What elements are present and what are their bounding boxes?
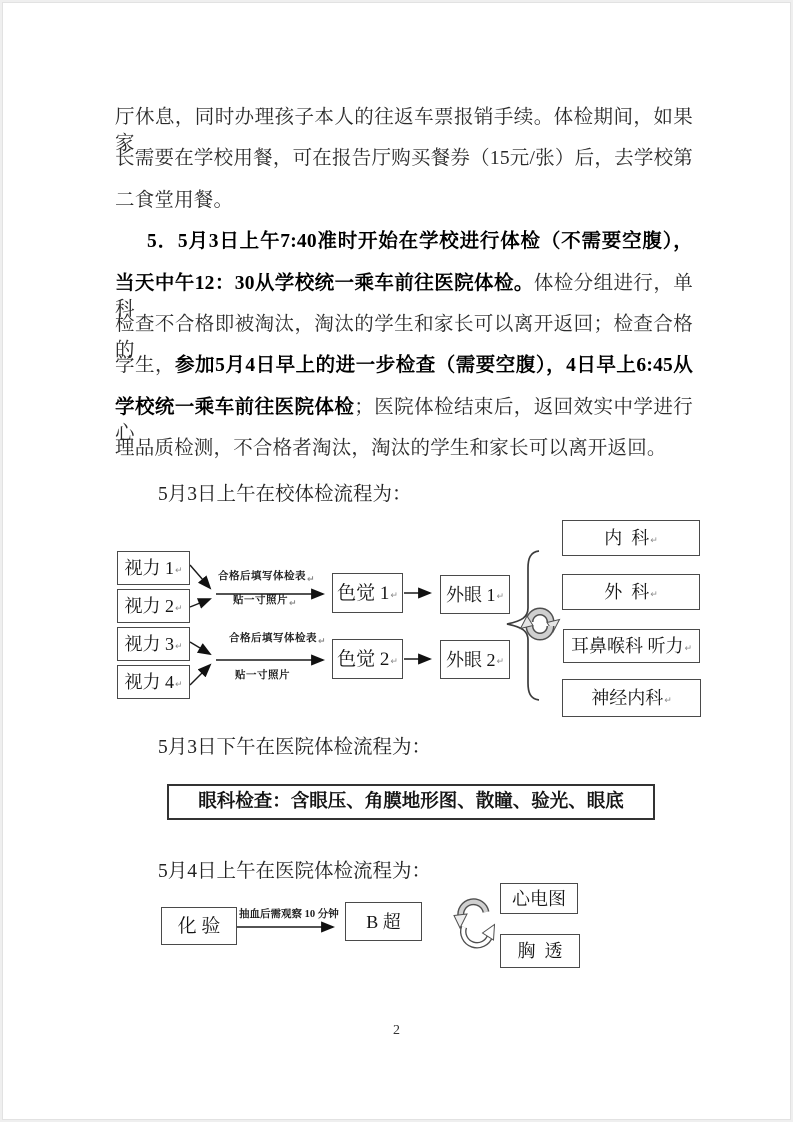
heading-school-morning: 5月3日上午在校体检流程为：: [158, 484, 412, 505]
box-label: 视力 2: [124, 596, 174, 616]
box-label: B 超: [366, 911, 401, 932]
body-line-4: [147, 229, 693, 255]
body-text-bold: 学校统一乘车前往医院体检: [115, 397, 355, 418]
box-label: 视力 4: [124, 672, 174, 692]
box-label: 眼科检查：含眼压、角膜地形图、散瞳、验光、眼底: [198, 791, 624, 812]
box-label: 胸 透: [517, 941, 563, 961]
left-brace-shape: [507, 551, 539, 700]
body-text: 理品质检测，不合格者淘汰，淘汰的学生和家长可以离开返回。: [115, 438, 667, 459]
box-label: 视力 1: [124, 558, 174, 578]
box-eye-exam: [167, 784, 655, 820]
body-text: 检查不合格即被淘汰，淘汰的学生和家长可以离开返回；检查合格的: [115, 314, 693, 361]
body-line-9: [115, 436, 693, 462]
box-color-test-2: [332, 639, 403, 679]
box-label: 外 科: [604, 582, 650, 602]
box-label: 外眼 1: [445, 584, 496, 605]
paragraph-mark: ↵: [307, 575, 316, 585]
note-text: 贴一寸照片: [233, 595, 288, 606]
box-internal-medicine: [562, 520, 700, 556]
body-line-7: [115, 353, 693, 379]
paragraph-mark: ↵: [174, 603, 183, 614]
box-ecg: [500, 883, 578, 914]
cycle-icon: [521, 612, 560, 637]
box-label: 视力 3: [124, 634, 174, 654]
body-text: 学生，: [115, 355, 176, 376]
box-vision-3: [117, 627, 190, 661]
box-ent-hearing: [563, 629, 700, 663]
note-text: 贴一寸照片: [235, 670, 290, 681]
box-label: 耳鼻喉科 听力: [570, 636, 684, 656]
box-b-ultrasound: [345, 902, 422, 941]
body-text: ；医院体检结束后，返回效实中学进行心: [115, 397, 694, 444]
note-fill-form-2: [229, 630, 326, 645]
box-label: 内 科: [604, 528, 650, 548]
page-number: 2: [393, 1023, 400, 1038]
note-photo-2: [235, 667, 290, 682]
box-lab-test: [161, 907, 237, 945]
box-surgery: [562, 574, 700, 610]
paragraph-mark: ↵: [390, 590, 398, 601]
box-label: 化 验: [177, 915, 221, 937]
paragraph-mark: ↵: [496, 657, 505, 667]
body-text-bold: 5．5月3日上午7:40准时开始在学校进行体检（不需要空腹），: [147, 231, 693, 252]
box-color-test-1: [332, 573, 403, 613]
paragraph-mark: ↵: [650, 589, 658, 600]
paragraph-mark: ↵: [174, 565, 183, 576]
body-text-bold: 参加5月4日早上的进一步检查（需要空腹），4日早上6:45从: [175, 355, 693, 376]
box-vision-4: [117, 665, 190, 699]
box-label: 色觉 1: [337, 582, 390, 604]
box-label: 心电图: [512, 888, 566, 909]
body-text: 长需要在学校用餐，可在报告厅购买餐券（15元/张）后，去学校第: [115, 148, 693, 169]
note-blood-wait: 抽血后需观察 10 分钟: [239, 909, 339, 920]
box-label: 色觉 2: [337, 648, 390, 670]
box-external-eye-2: [440, 640, 510, 679]
body-text: 二食堂用餐。: [115, 190, 234, 211]
box-neurology: [562, 679, 701, 717]
box-vision-1: [117, 551, 190, 585]
paragraph-mark: ↵: [174, 641, 183, 652]
paragraph-mark: ↵: [684, 643, 693, 654]
box-chest-xray: [500, 934, 580, 968]
box-label: 神经内科: [591, 688, 664, 708]
heading-hospital-day4: 5月4日上午在医院体检流程为：: [158, 861, 432, 882]
paragraph-mark: ↵: [650, 535, 658, 546]
box-vision-2: [117, 589, 190, 623]
note-fill-form-1: [218, 568, 315, 583]
body-text: 体检分组进行，单科: [115, 273, 693, 320]
body-line-2: [115, 146, 693, 172]
note-text: 合格后填写体检表: [229, 633, 317, 644]
heading-hospital-afternoon: 5月3日下午在医院体检流程为：: [158, 737, 432, 758]
box-label: 外眼 2: [445, 649, 496, 670]
paragraph-mark: ↵: [318, 637, 327, 647]
body-text-bold: 当天中午12：30从学校统一乘车前往医院体检。: [115, 273, 534, 294]
body-text: 厅休息，同时办理孩子本人的往返车票报销手续。体检期间，如果家: [115, 107, 693, 154]
paragraph-mark: ↵: [390, 656, 398, 667]
paragraph-mark: ↵: [174, 679, 183, 690]
note-photo-1: [233, 592, 297, 607]
box-external-eye-1: [440, 575, 510, 614]
paragraph-mark: ↵: [664, 695, 672, 706]
paragraph-mark: ↵: [496, 592, 505, 602]
rotate-icon: [454, 902, 495, 946]
note-text: 合格后填写体检表: [218, 571, 306, 582]
body-line-3: [115, 188, 693, 214]
paragraph-mark: ↵: [289, 599, 298, 609]
